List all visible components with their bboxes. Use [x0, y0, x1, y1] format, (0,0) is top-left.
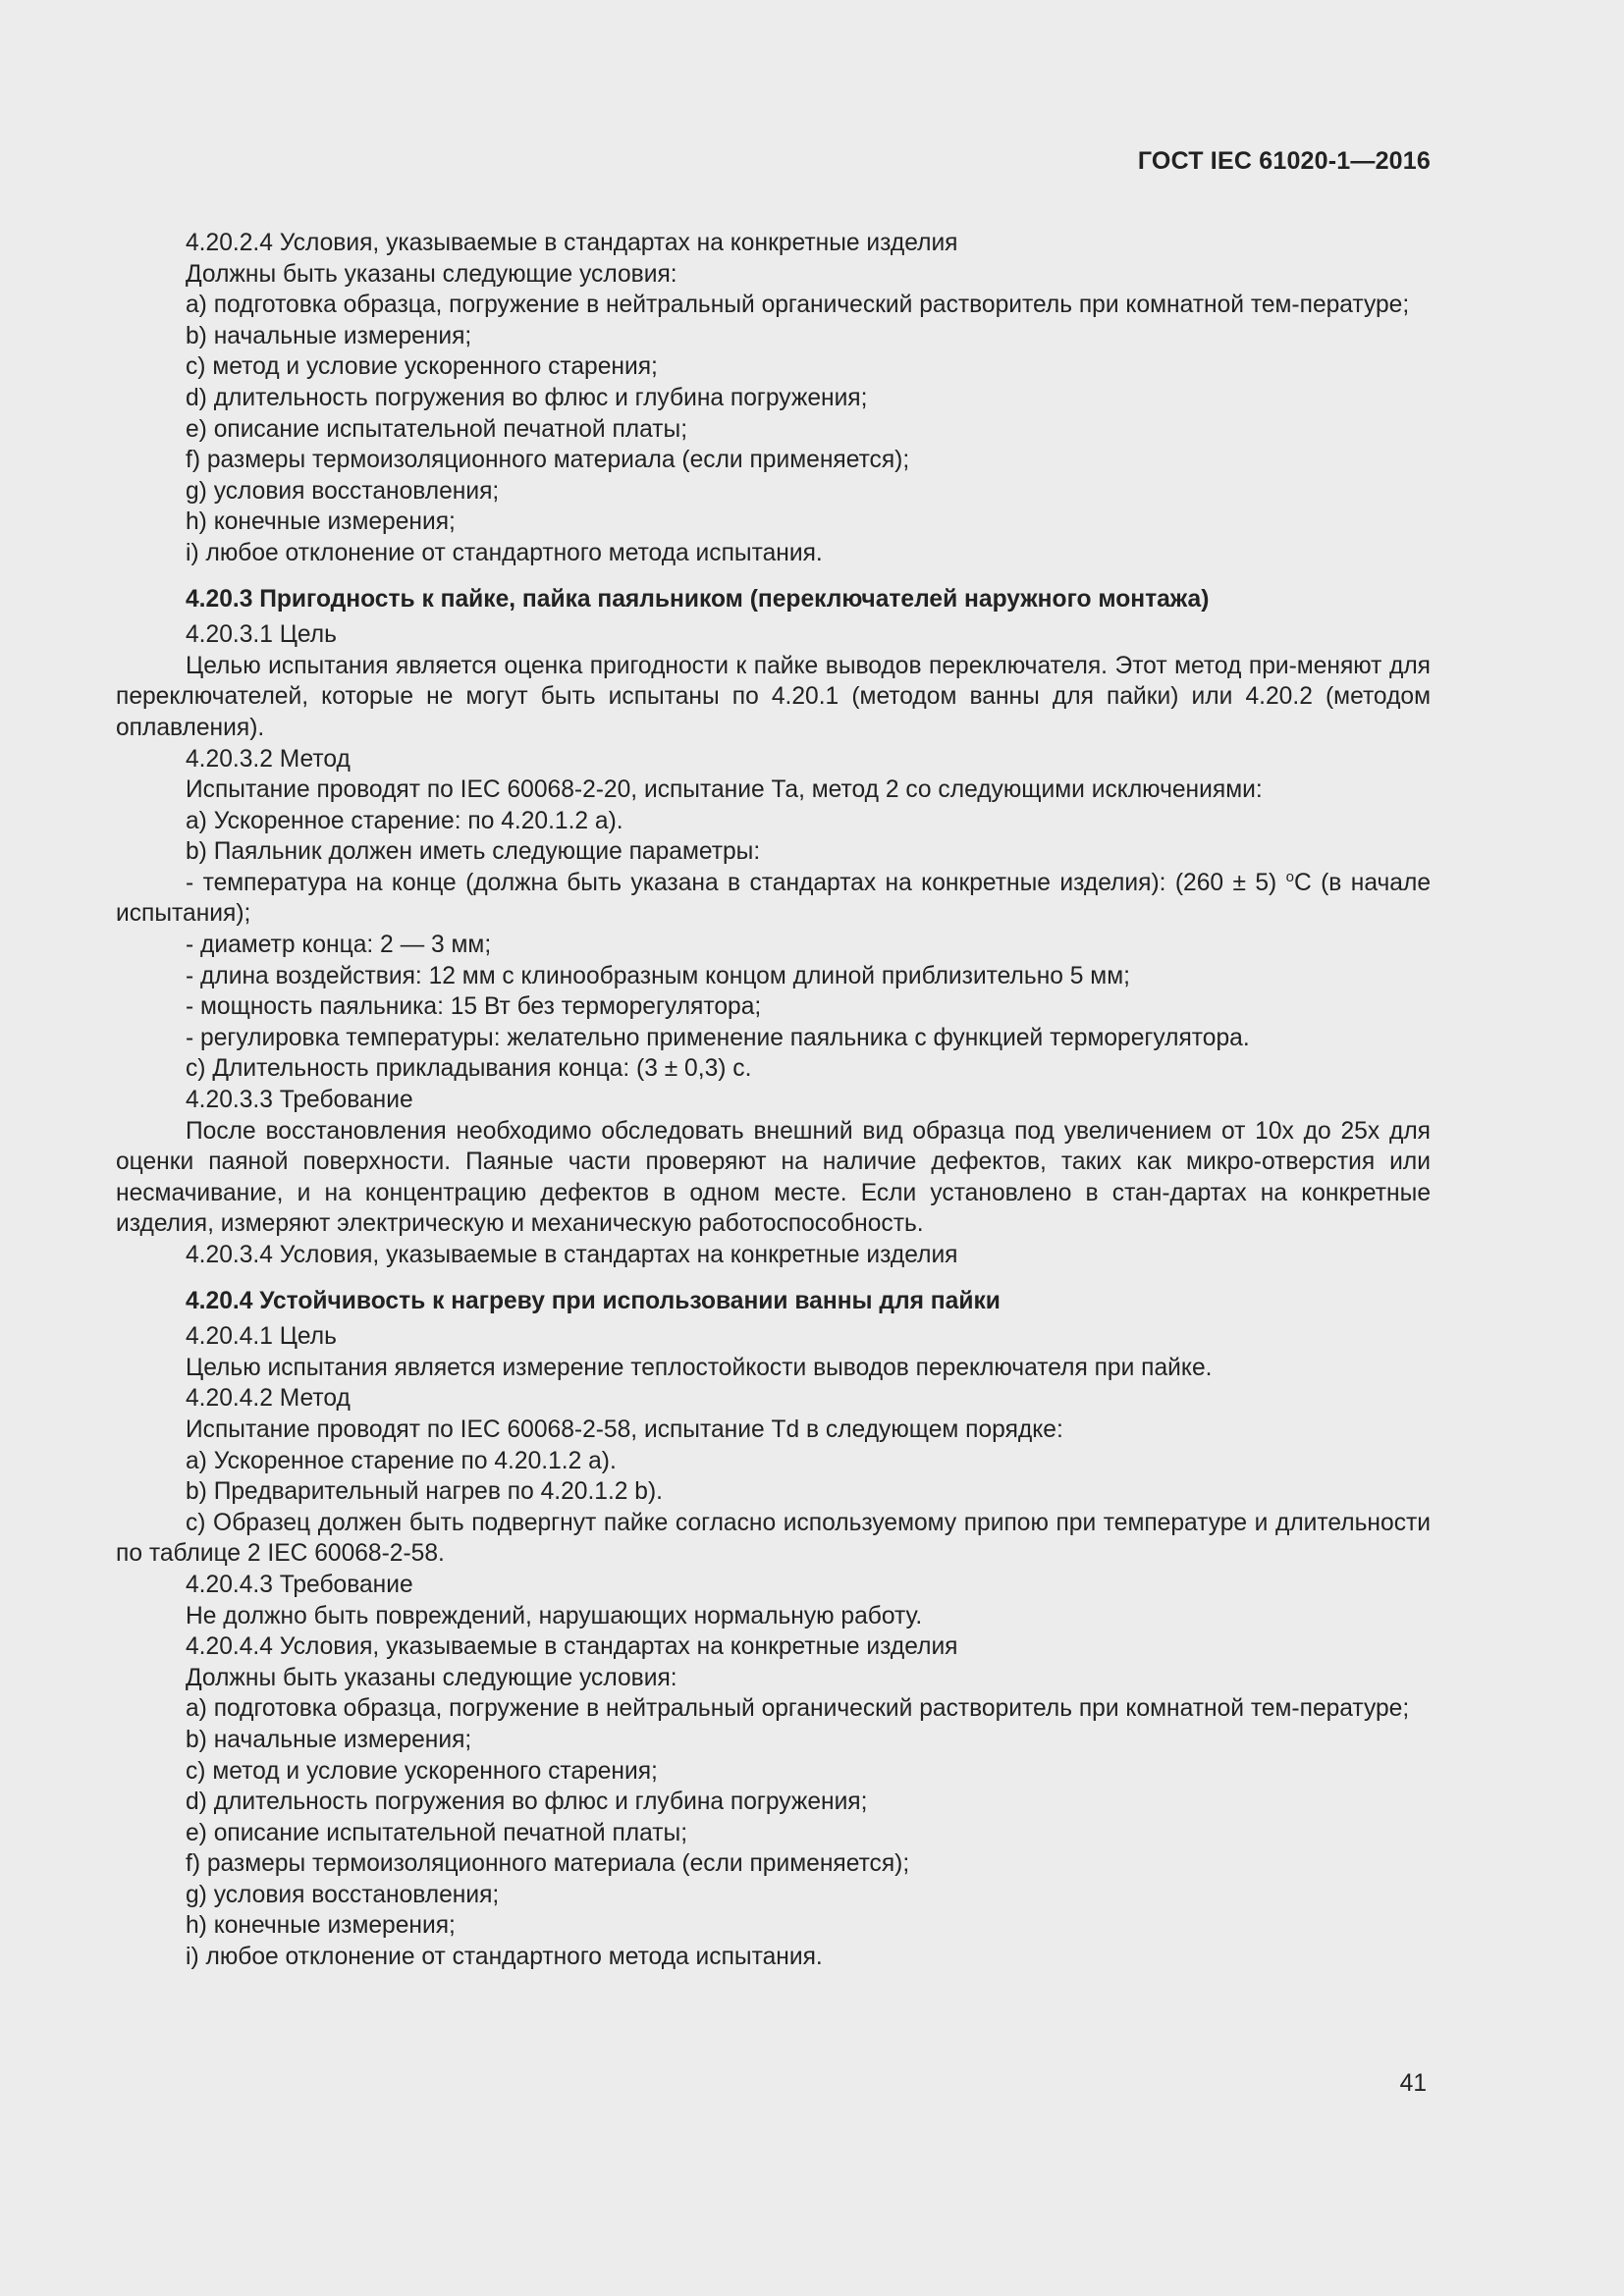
paragraph: - мощность паяльника: 15 Вт без терморегулятора; — [186, 993, 762, 1021]
paragraph: a) подготовка образца, погружение в нейтральный органический растворитель при комнатной тем-пературе; — [186, 1695, 1410, 1723]
paragraph: Целью испытания является оценка пригодности к пайке выводов переключателя. Этот метод при-меняют для переключателей, которые не могут быть испытаны по 4.20.1 (методом ванны для пайки) или 4.20.2 (методом оплавления). — [116, 652, 1431, 741]
document-body — [116, 228, 1431, 1973]
paragraph: После восстановления необходимо обследовать внешний вид образца под увеличением от 10х до 25х для оценки паяной поверхности. Паяные части проверяют на наличие дефектов, таких как микро-отверстия или несмачивание, и на концентрацию дефектов в одном месте. Если установлено в стан-дартах на конкретные изделия, измеряют электрическую и механическую работоспособность. — [116, 1117, 1431, 1238]
page-number: 41 — [1399, 2070, 1427, 2097]
paragraph: Испытание проводят по IEC 60068-2-58, испытание Td в следующем порядке: — [186, 1415, 1063, 1443]
paragraph: 4.20.3.3 Требование — [186, 1087, 413, 1114]
paragraph: Целью испытания является измерение теплостойкости выводов переключателя при пайке. — [186, 1354, 1213, 1381]
paragraph: h) конечные измерения; — [186, 1912, 456, 1940]
section-heading: 4.20.3 Пригодность к пайке, пайка паяльником (переключателей наружного монтажа) — [186, 585, 1210, 613]
paragraph: b) начальные измерения; — [186, 322, 472, 349]
paragraph: 4.20.4.2 Метод — [186, 1385, 351, 1413]
paragraph: c) метод и условие ускоренного старения; — [186, 1757, 658, 1785]
paragraph: 4.20.3.2 Метод — [186, 745, 351, 773]
paragraph: c) метод и условие ускоренного старения; — [186, 353, 658, 381]
paragraph: 4.20.4.3 Требование — [186, 1571, 413, 1598]
paragraph: b) начальные измерения; — [186, 1726, 472, 1753]
paragraph: a) Ускоренное старение по 4.20.1.2 а). — [186, 1447, 617, 1474]
paragraph: 4.20.2.4 Условия, указываемые в стандартах на конкретные изделия — [186, 230, 958, 256]
paragraph: d) длительность погружения во флюс и глубина погружения; — [186, 1789, 868, 1816]
document-header: ГОСТ IEC 61020-1—2016 — [1137, 147, 1431, 175]
paragraph: h) конечные измерения; — [186, 508, 456, 536]
paragraph: - длина воздействия: 12 мм с клинообразным концом длиной приблизительно 5 мм; — [186, 962, 1130, 989]
paragraph: Должны быть указаны следующие условия: — [186, 1664, 677, 1691]
paragraph: d) длительность погружения во флюс и глубина погружения; — [186, 384, 868, 411]
paragraph: Должны быть указаны следующие условия: — [186, 260, 677, 288]
paragraph: e) описание испытательной печатной платы; — [186, 415, 688, 443]
paragraph — [116, 868, 1431, 930]
paragraph: c) Образец должен быть подвергнут пайке согласно используемому припою при температуре и длительности по таблице 2 IEC 60068-2-58. — [116, 1509, 1431, 1568]
paragraph: i) любое отклонение от стандартного метода испытания. — [186, 1944, 823, 1971]
paragraph: f) размеры термоизоляционного материала (если применяется); — [186, 447, 910, 474]
paragraph: i) любое отклонение от стандартного метода испытания. — [186, 539, 823, 566]
paragraph: a) подготовка образца, погружение в нейтральный органический растворитель при комнатной тем-пературе; — [186, 292, 1410, 319]
paragraph: f) размеры термоизоляционного материала (если применяется); — [186, 1850, 910, 1878]
section-heading: 4.20.4 Устойчивость к нагреву при использовании ванны для пайки — [186, 1287, 1001, 1314]
paragraph: 4.20.3.1 Цель — [186, 621, 337, 649]
paragraph: g) условия восстановления; — [186, 1881, 500, 1908]
paragraph-text: C (в начале испытания); — [116, 869, 1431, 928]
paragraph: a) Ускоренное старение: по 4.20.1.2 а). — [186, 807, 623, 834]
paragraph: 4.20.4.4 Условия, указываемые в стандартах на конкретные изделия — [186, 1633, 958, 1661]
paragraph: 4.20.4.1 Цель — [186, 1323, 337, 1351]
paragraph: - регулировка температуры: желательно применение паяльника с функцией терморегулятора. — [186, 1024, 1250, 1051]
paragraph: 4.20.3.4 Условия, указываемые в стандартах на конкретные изделия — [186, 1242, 958, 1268]
paragraph: g) условия восстановления; — [186, 477, 500, 505]
paragraph-text: - температура на конце (должна быть указана в стандартах на конкретные изделия): (260 ± 5) — [186, 869, 1286, 896]
paragraph: b) Предварительный нагрев по 4.20.1.2 b). — [186, 1478, 664, 1506]
paragraph: Испытание проводят по IEC 60068-2-20, испытание Та, метод 2 со следующими исключениями: — [186, 776, 1263, 804]
paragraph: c) Длительность прикладывания конца: (3 ± 0,3) с. — [186, 1055, 752, 1083]
paragraph: Не должно быть повреждений, нарушающих нормальную работу. — [186, 1602, 923, 1629]
degree-superscript: o — [1285, 868, 1294, 885]
paragraph: b) Паяльник должен иметь следующие параметры: — [186, 838, 761, 866]
paragraph: - диаметр конца: 2 — 3 мм; — [186, 932, 492, 959]
paragraph: e) описание испытательной печатной платы; — [186, 1819, 688, 1846]
